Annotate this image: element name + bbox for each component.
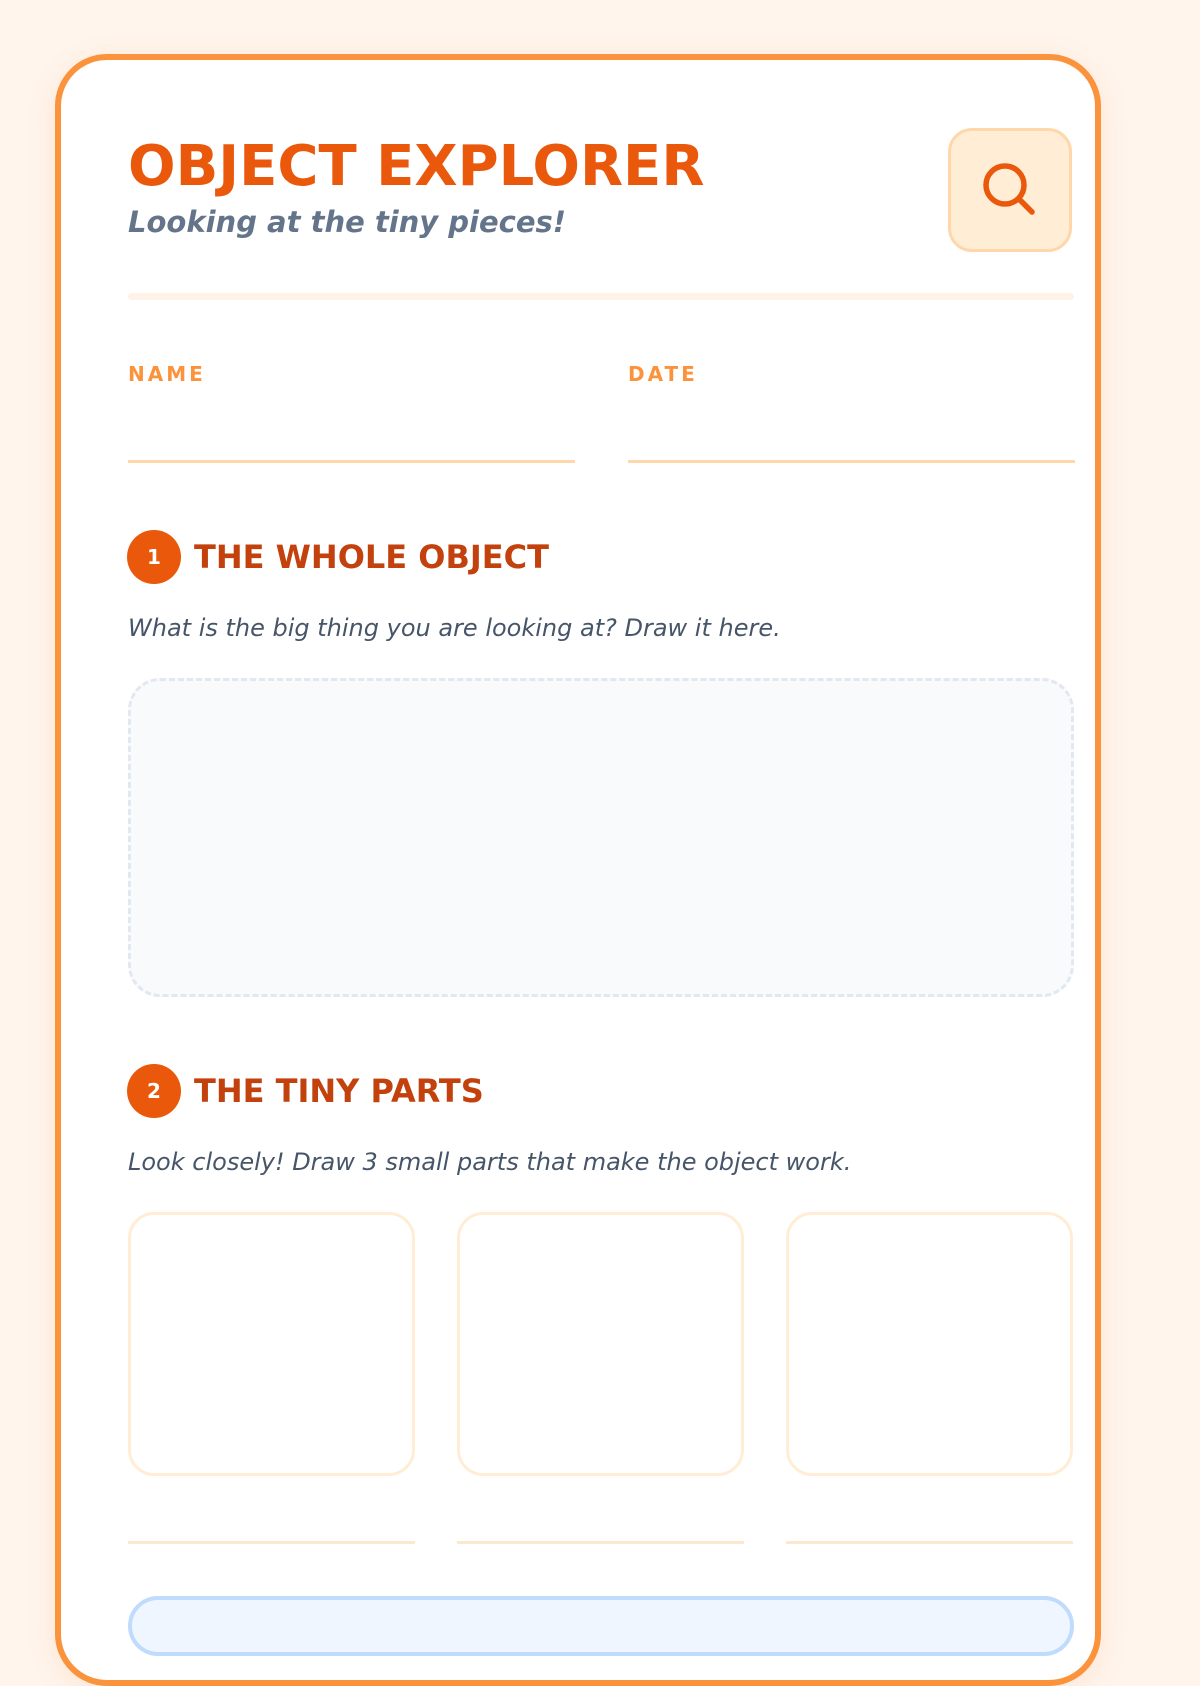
section-2-title: THE TINY PARTS [194,1072,484,1110]
next-section-box [128,1596,1074,1656]
page-subtitle: Looking at the tiny pieces! [128,205,567,239]
search-button[interactable] [948,128,1072,252]
section-1-instruction: What is the big thing you are looking at? Draw it here. [128,614,781,642]
whole-object-drawing-area[interactable] [128,678,1074,997]
date-field[interactable] [628,460,1075,463]
tiny-part-label-line-3[interactable] [786,1541,1073,1544]
section-1-number-badge: 1 [127,530,181,584]
header-divider [128,293,1074,300]
name-field[interactable] [128,460,575,463]
tiny-part-drawing-box-2[interactable] [457,1212,744,1476]
name-field-label: NAME [128,362,206,386]
date-field-label: DATE [628,362,698,386]
magnifying-glass-icon [978,158,1042,222]
tiny-part-drawing-box-3[interactable] [786,1212,1073,1476]
page-title: OBJECT EXPLORER [128,134,705,199]
section-2-number-badge: 2 [127,1064,181,1118]
section-2-instruction: Look closely! Draw 3 small parts that make the object work. [128,1148,852,1176]
tiny-part-drawing-box-1[interactable] [128,1212,415,1476]
section-1-title: THE WHOLE OBJECT [194,538,549,576]
tiny-part-label-line-2[interactable] [457,1541,744,1544]
tiny-part-label-line-1[interactable] [128,1541,415,1544]
